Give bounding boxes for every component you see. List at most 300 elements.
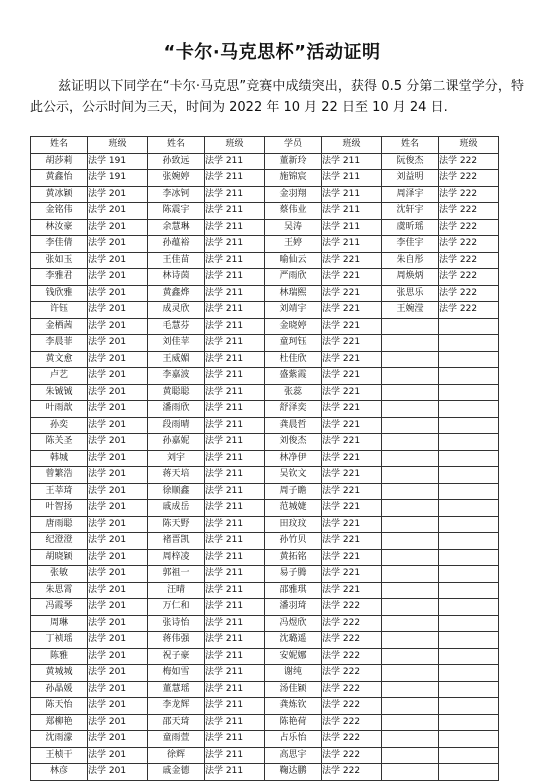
student-name-cell bbox=[382, 533, 439, 550]
class-cell: 法学 222 bbox=[322, 615, 382, 632]
class-cell bbox=[439, 714, 499, 731]
class-cell: 法学 221 bbox=[322, 417, 382, 434]
student-name-cell: 徐辉 bbox=[148, 747, 205, 764]
student-name-cell: 叶雨歆 bbox=[31, 401, 88, 418]
class-cell: 法学 222 bbox=[439, 186, 499, 203]
student-name-cell: 范城婕 bbox=[265, 500, 322, 517]
class-cell: 法学 221 bbox=[322, 450, 382, 467]
class-cell: 法学 211 bbox=[205, 582, 265, 599]
class-cell: 法学 211 bbox=[205, 401, 265, 418]
student-name-cell: 陈艳荷 bbox=[265, 714, 322, 731]
class-cell: 法学 201 bbox=[88, 516, 148, 533]
class-cell bbox=[439, 731, 499, 748]
class-cell: 法学 222 bbox=[322, 698, 382, 715]
class-cell: 法学 221 bbox=[322, 302, 382, 319]
student-name-cell: 周焕炳 bbox=[382, 269, 439, 286]
table-row bbox=[31, 252, 499, 269]
student-name-cell bbox=[382, 599, 439, 616]
class-cell: 法学 222 bbox=[322, 599, 382, 616]
table-row bbox=[31, 335, 499, 352]
class-cell: 法学 201 bbox=[88, 252, 148, 269]
class-cell bbox=[439, 417, 499, 434]
student-name-cell: 戚金德 bbox=[148, 764, 205, 781]
class-cell bbox=[439, 599, 499, 616]
class-cell: 法学 221 bbox=[322, 533, 382, 550]
student-name-cell: 林诗茵 bbox=[148, 269, 205, 286]
student-name-cell bbox=[382, 368, 439, 385]
student-name-cell: 段雨晴 bbox=[148, 417, 205, 434]
class-cell: 法学 201 bbox=[88, 681, 148, 698]
class-cell: 法学 201 bbox=[88, 747, 148, 764]
student-name-cell: 李晨菲 bbox=[31, 335, 88, 352]
student-name-cell: 张敏 bbox=[31, 566, 88, 583]
student-name-cell bbox=[382, 351, 439, 368]
student-name-cell: 陈关圣 bbox=[31, 434, 88, 451]
class-cell: 法学 201 bbox=[88, 615, 148, 632]
class-cell: 法学 211 bbox=[205, 153, 265, 170]
student-name-cell: 易子腾 bbox=[265, 566, 322, 583]
student-name-cell: 王威媚 bbox=[148, 351, 205, 368]
class-cell: 法学 211 bbox=[205, 219, 265, 236]
class-cell: 法学 201 bbox=[88, 648, 148, 665]
student-name-cell: 林汝豪 bbox=[31, 219, 88, 236]
student-name-cell: 沈璐遥 bbox=[265, 632, 322, 649]
class-cell: 法学 211 bbox=[322, 236, 382, 253]
student-name-cell: 毛慧芬 bbox=[148, 318, 205, 335]
student-name-cell: 金栖茜 bbox=[31, 318, 88, 335]
col-header-name-4: 姓名 bbox=[382, 137, 439, 154]
col-header-class-3: 班级 bbox=[322, 137, 382, 154]
class-cell: 法学 201 bbox=[88, 632, 148, 649]
class-cell: 法学 211 bbox=[205, 516, 265, 533]
student-name-cell: 王婷 bbox=[265, 236, 322, 253]
class-cell bbox=[439, 533, 499, 550]
class-cell: 法学 221 bbox=[322, 549, 382, 566]
table-row bbox=[31, 500, 499, 517]
class-cell: 法学 201 bbox=[88, 417, 148, 434]
student-name-cell: 王莘琦 bbox=[31, 483, 88, 500]
class-cell: 法学 211 bbox=[205, 549, 265, 566]
class-cell: 法学 211 bbox=[205, 170, 265, 187]
student-name-cell: 黄拓铭 bbox=[265, 549, 322, 566]
class-cell: 法学 201 bbox=[88, 236, 148, 253]
table-row bbox=[31, 351, 499, 368]
table-row bbox=[31, 632, 499, 649]
student-name-cell: 刘佳苹 bbox=[148, 335, 205, 352]
student-name-cell: 卢艺 bbox=[31, 368, 88, 385]
class-cell: 法学 201 bbox=[88, 714, 148, 731]
student-name-cell: 黄文愈 bbox=[31, 351, 88, 368]
student-name-cell: 龚晨哲 bbox=[265, 417, 322, 434]
student-name-cell: 戚成岳 bbox=[148, 500, 205, 517]
student-name-cell: 周梓凌 bbox=[148, 549, 205, 566]
class-cell bbox=[439, 582, 499, 599]
class-cell: 法学 211 bbox=[205, 417, 265, 434]
student-name-cell bbox=[382, 335, 439, 352]
student-name-cell: 韩城 bbox=[31, 450, 88, 467]
student-name-cell: 郑柳艳 bbox=[31, 714, 88, 731]
class-cell bbox=[439, 368, 499, 385]
student-name-cell: 王桢干 bbox=[31, 747, 88, 764]
student-name-cell: 刘益明 bbox=[382, 170, 439, 187]
class-cell: 法学 191 bbox=[88, 170, 148, 187]
student-name-cell: 陈天野 bbox=[148, 516, 205, 533]
student-name-cell: 林净伊 bbox=[265, 450, 322, 467]
table-row bbox=[31, 648, 499, 665]
student-name-cell bbox=[382, 500, 439, 517]
student-name-cell: 沈轩宇 bbox=[382, 203, 439, 220]
student-name-cell: 丁祯瑶 bbox=[31, 632, 88, 649]
class-cell: 法学 201 bbox=[88, 731, 148, 748]
class-cell: 法学 211 bbox=[205, 236, 265, 253]
student-name-cell bbox=[382, 665, 439, 682]
student-name-cell: 田玟玟 bbox=[265, 516, 322, 533]
class-cell bbox=[439, 384, 499, 401]
class-cell bbox=[439, 747, 499, 764]
student-name-cell: 朱自彤 bbox=[382, 252, 439, 269]
class-cell: 法学 222 bbox=[439, 285, 499, 302]
col-header-class-4: 班级 bbox=[439, 137, 499, 154]
class-cell: 法学 201 bbox=[88, 483, 148, 500]
student-name-cell bbox=[382, 698, 439, 715]
class-cell: 法学 201 bbox=[88, 665, 148, 682]
class-cell: 法学 211 bbox=[205, 368, 265, 385]
class-cell: 法学 222 bbox=[439, 219, 499, 236]
student-name-cell: 龚炼钦 bbox=[265, 698, 322, 715]
student-name-cell: 祝子豪 bbox=[148, 648, 205, 665]
class-cell: 法学 221 bbox=[322, 483, 382, 500]
class-cell bbox=[439, 318, 499, 335]
class-cell: 法学 201 bbox=[88, 549, 148, 566]
class-cell: 法学 201 bbox=[88, 384, 148, 401]
student-name-cell: 孙蕴裕 bbox=[148, 236, 205, 253]
student-name-cell: 李冰钶 bbox=[148, 186, 205, 203]
class-cell: 法学 222 bbox=[322, 681, 382, 698]
student-name-cell bbox=[382, 549, 439, 566]
table-row bbox=[31, 186, 499, 203]
class-cell: 法学 201 bbox=[88, 698, 148, 715]
class-cell: 法学 211 bbox=[205, 599, 265, 616]
class-cell: 法学 222 bbox=[439, 203, 499, 220]
class-cell: 法学 211 bbox=[205, 698, 265, 715]
table-row bbox=[31, 681, 499, 698]
class-cell: 法学 221 bbox=[322, 351, 382, 368]
student-name-cell: 鞠达鹏 bbox=[265, 764, 322, 781]
class-cell: 法学 201 bbox=[88, 467, 148, 484]
class-cell bbox=[439, 648, 499, 665]
student-name-cell bbox=[382, 632, 439, 649]
class-cell: 法学 201 bbox=[88, 302, 148, 319]
class-cell: 法学 222 bbox=[439, 236, 499, 253]
class-cell: 法学 211 bbox=[205, 533, 265, 550]
student-name-cell: 童珂钰 bbox=[265, 335, 322, 352]
class-cell: 法学 211 bbox=[205, 467, 265, 484]
student-name-cell: 潘雨欣 bbox=[148, 401, 205, 418]
student-name-cell bbox=[382, 417, 439, 434]
student-name-cell: 孙嘉妮 bbox=[148, 434, 205, 451]
student-name-cell: 万仁和 bbox=[148, 599, 205, 616]
class-cell: 法学 221 bbox=[322, 368, 382, 385]
class-cell: 法学 221 bbox=[322, 269, 382, 286]
student-name-cell: 金晓婷 bbox=[265, 318, 322, 335]
student-name-cell: 李龙辉 bbox=[148, 698, 205, 715]
class-cell: 法学 211 bbox=[205, 384, 265, 401]
student-name-cell: 郭祖一 bbox=[148, 566, 205, 583]
student-name-cell: 叶智扬 bbox=[31, 500, 88, 517]
student-name-cell: 吴钦文 bbox=[265, 467, 322, 484]
student-name-cell: 谢纯 bbox=[265, 665, 322, 682]
col-header-class-2: 班级 bbox=[205, 137, 265, 154]
class-cell: 法学 211 bbox=[205, 566, 265, 583]
table-row bbox=[31, 533, 499, 550]
student-name-cell bbox=[382, 318, 439, 335]
class-cell: 法学 222 bbox=[439, 252, 499, 269]
class-cell: 法学 222 bbox=[322, 764, 382, 781]
class-cell: 法学 211 bbox=[205, 764, 265, 781]
student-name-cell: 汪晴 bbox=[148, 582, 205, 599]
student-name-cell: 刘靖宇 bbox=[265, 302, 322, 319]
student-name-cell: 金铭伟 bbox=[31, 203, 88, 220]
class-cell: 法学 211 bbox=[205, 747, 265, 764]
student-name-cell: 刘宇 bbox=[148, 450, 205, 467]
student-name-cell: 陈震宇 bbox=[148, 203, 205, 220]
table-row bbox=[31, 549, 499, 566]
class-cell: 法学 222 bbox=[439, 153, 499, 170]
student-name-cell bbox=[382, 384, 439, 401]
class-cell: 法学 211 bbox=[205, 681, 265, 698]
class-cell bbox=[439, 665, 499, 682]
class-cell: 法学 211 bbox=[205, 714, 265, 731]
student-name-cell: 董慧瑶 bbox=[148, 681, 205, 698]
student-name-cell: 阮俊杰 bbox=[382, 153, 439, 170]
class-cell: 法学 221 bbox=[322, 582, 382, 599]
class-cell bbox=[439, 434, 499, 451]
student-name-cell: 成灵欣 bbox=[148, 302, 205, 319]
class-cell: 法学 211 bbox=[205, 483, 265, 500]
class-cell: 法学 211 bbox=[205, 203, 265, 220]
class-cell: 法学 201 bbox=[88, 599, 148, 616]
student-name-cell: 梅如雪 bbox=[148, 665, 205, 682]
table-row bbox=[31, 599, 499, 616]
class-cell: 法学 201 bbox=[88, 582, 148, 599]
table-row bbox=[31, 417, 499, 434]
student-name-cell: 邵雅琪 bbox=[265, 582, 322, 599]
class-cell: 法学 191 bbox=[88, 153, 148, 170]
col-header-name-2: 姓名 bbox=[148, 137, 205, 154]
student-name-cell: 严雨欣 bbox=[265, 269, 322, 286]
student-name-cell bbox=[382, 450, 439, 467]
student-name-cell: 黄冰颖 bbox=[31, 186, 88, 203]
class-cell: 法学 221 bbox=[322, 335, 382, 352]
class-cell: 法学 211 bbox=[205, 632, 265, 649]
class-cell: 法学 211 bbox=[205, 648, 265, 665]
student-name-cell: 李嘉波 bbox=[148, 368, 205, 385]
class-cell bbox=[439, 450, 499, 467]
student-name-cell: 邵天琦 bbox=[148, 714, 205, 731]
student-name-cell bbox=[382, 401, 439, 418]
student-name-cell: 孙致远 bbox=[148, 153, 205, 170]
class-cell: 法学 221 bbox=[322, 252, 382, 269]
student-name-cell: 吴涛 bbox=[265, 219, 322, 236]
student-name-cell bbox=[382, 648, 439, 665]
class-cell: 法学 211 bbox=[205, 434, 265, 451]
class-cell bbox=[439, 615, 499, 632]
student-name-cell: 黄鑫怡 bbox=[31, 170, 88, 187]
class-cell: 法学 222 bbox=[322, 714, 382, 731]
class-cell: 法学 211 bbox=[205, 500, 265, 517]
class-cell: 法学 211 bbox=[205, 450, 265, 467]
table-row bbox=[31, 236, 499, 253]
class-cell: 法学 222 bbox=[439, 302, 499, 319]
student-name-cell: 蔡伟业 bbox=[265, 203, 322, 220]
class-cell: 法学 211 bbox=[205, 335, 265, 352]
student-name-cell: 虞昕瑶 bbox=[382, 219, 439, 236]
class-cell: 法学 201 bbox=[88, 285, 148, 302]
class-cell: 法学 211 bbox=[322, 186, 382, 203]
student-name-cell: 孙奕 bbox=[31, 417, 88, 434]
student-name-cell: 施锦宸 bbox=[265, 170, 322, 187]
student-name-cell: 金羽翔 bbox=[265, 186, 322, 203]
class-cell: 法学 221 bbox=[322, 434, 382, 451]
table-row bbox=[31, 731, 499, 748]
student-name-cell: 孙晶媛 bbox=[31, 681, 88, 698]
table-row bbox=[31, 764, 499, 781]
student-name-cell bbox=[382, 731, 439, 748]
student-name-cell: 汤佳颖 bbox=[265, 681, 322, 698]
student-name-cell: 陈天怡 bbox=[31, 698, 88, 715]
class-cell: 法学 201 bbox=[88, 318, 148, 335]
student-name-cell: 喻仙云 bbox=[265, 252, 322, 269]
table-row bbox=[31, 467, 499, 484]
student-name-cell: 舒泽奕 bbox=[265, 401, 322, 418]
class-cell: 法学 221 bbox=[322, 285, 382, 302]
class-cell bbox=[439, 566, 499, 583]
class-cell: 法学 201 bbox=[88, 186, 148, 203]
student-name-cell: 胡莎莉 bbox=[31, 153, 88, 170]
table-row bbox=[31, 285, 499, 302]
class-cell: 法学 211 bbox=[205, 615, 265, 632]
student-name-cell bbox=[382, 714, 439, 731]
student-name-cell: 蒋伟强 bbox=[148, 632, 205, 649]
table-row bbox=[31, 203, 499, 220]
intro-paragraph: 兹证明以下同学在“卡尔·马克思”竞赛中成绩突出，获得 0.5 分第二课堂学分，特此公示，公示时间为三天，时间为 2022 年 10 月 22 日至 10 月 24 日. bbox=[30, 79, 524, 115]
table-row bbox=[31, 302, 499, 319]
table-row bbox=[31, 434, 499, 451]
student-name-cell: 冯霞琴 bbox=[31, 599, 88, 616]
class-cell bbox=[439, 681, 499, 698]
class-cell: 法学 201 bbox=[88, 450, 148, 467]
student-name-cell: 周琳 bbox=[31, 615, 88, 632]
class-cell: 法学 211 bbox=[205, 285, 265, 302]
class-cell: 法学 221 bbox=[322, 566, 382, 583]
table-row bbox=[31, 153, 499, 170]
class-cell: 法学 211 bbox=[205, 731, 265, 748]
student-name-cell: 林瑞熙 bbox=[265, 285, 322, 302]
student-name-cell: 盛紫霞 bbox=[265, 368, 322, 385]
table-row bbox=[31, 401, 499, 418]
student-name-cell: 黄鑫烨 bbox=[148, 285, 205, 302]
student-name-cell: 许钰 bbox=[31, 302, 88, 319]
class-cell bbox=[439, 467, 499, 484]
student-name-cell: 占乐怡 bbox=[265, 731, 322, 748]
class-cell: 法学 222 bbox=[322, 632, 382, 649]
student-name-cell: 高思宇 bbox=[265, 747, 322, 764]
table-row bbox=[31, 269, 499, 286]
class-cell: 法学 201 bbox=[88, 533, 148, 550]
student-name-cell: 童雨萱 bbox=[148, 731, 205, 748]
table-row bbox=[31, 615, 499, 632]
student-name-cell: 朱思霄 bbox=[31, 582, 88, 599]
class-cell bbox=[439, 632, 499, 649]
student-name-cell bbox=[382, 434, 439, 451]
table-row bbox=[31, 384, 499, 401]
class-cell: 法学 221 bbox=[322, 384, 382, 401]
class-cell: 法学 211 bbox=[322, 170, 382, 187]
student-name-cell: 周泽宇 bbox=[382, 186, 439, 203]
table-row bbox=[31, 219, 499, 236]
student-name-cell: 冯煜欣 bbox=[265, 615, 322, 632]
class-cell: 法学 201 bbox=[88, 500, 148, 517]
class-cell: 法学 201 bbox=[88, 566, 148, 583]
class-cell: 法学 211 bbox=[205, 186, 265, 203]
student-name-cell: 黄聪聪 bbox=[148, 384, 205, 401]
class-cell: 法学 211 bbox=[322, 219, 382, 236]
class-cell: 法学 221 bbox=[322, 401, 382, 418]
class-cell: 法学 211 bbox=[205, 351, 265, 368]
student-name-cell: 林彦 bbox=[31, 764, 88, 781]
class-cell: 法学 201 bbox=[88, 219, 148, 236]
student-name-cell bbox=[382, 681, 439, 698]
class-cell: 法学 211 bbox=[205, 252, 265, 269]
col-header-class-1: 班级 bbox=[88, 137, 148, 154]
class-cell: 法学 221 bbox=[322, 500, 382, 517]
student-name-cell: 李佳倩 bbox=[31, 236, 88, 253]
student-name-cell: 唐雨聪 bbox=[31, 516, 88, 533]
student-name-cell bbox=[382, 483, 439, 500]
class-cell: 法学 211 bbox=[205, 269, 265, 286]
student-name-cell: 沈雨濛 bbox=[31, 731, 88, 748]
class-cell bbox=[439, 516, 499, 533]
student-name-cell bbox=[382, 747, 439, 764]
student-name-cell bbox=[382, 467, 439, 484]
table-row bbox=[31, 516, 499, 533]
student-name-cell: 张诗怡 bbox=[148, 615, 205, 632]
student-name-cell: 徐顺鑫 bbox=[148, 483, 205, 500]
class-cell bbox=[439, 483, 499, 500]
student-name-cell bbox=[382, 615, 439, 632]
class-cell: 法学 221 bbox=[322, 516, 382, 533]
class-cell bbox=[439, 549, 499, 566]
class-cell: 法学 201 bbox=[88, 351, 148, 368]
class-cell: 法学 222 bbox=[322, 731, 382, 748]
class-cell: 法学 211 bbox=[205, 302, 265, 319]
student-name-cell: 蒋天培 bbox=[148, 467, 205, 484]
class-cell bbox=[439, 335, 499, 352]
class-cell bbox=[439, 351, 499, 368]
class-cell bbox=[439, 764, 499, 781]
class-cell: 法学 201 bbox=[88, 203, 148, 220]
table-row bbox=[31, 483, 499, 500]
student-name-cell: 安妮娜 bbox=[265, 648, 322, 665]
student-name-cell: 刘俊杰 bbox=[265, 434, 322, 451]
class-cell: 法学 222 bbox=[439, 269, 499, 286]
class-cell: 法学 201 bbox=[88, 269, 148, 286]
student-name-cell: 钱欣雅 bbox=[31, 285, 88, 302]
student-name-cell: 纪澄澄 bbox=[31, 533, 88, 550]
class-cell: 法学 221 bbox=[322, 467, 382, 484]
student-name-cell: 潘羽琦 bbox=[265, 599, 322, 616]
col-header-name-3: 学员 bbox=[265, 137, 322, 154]
